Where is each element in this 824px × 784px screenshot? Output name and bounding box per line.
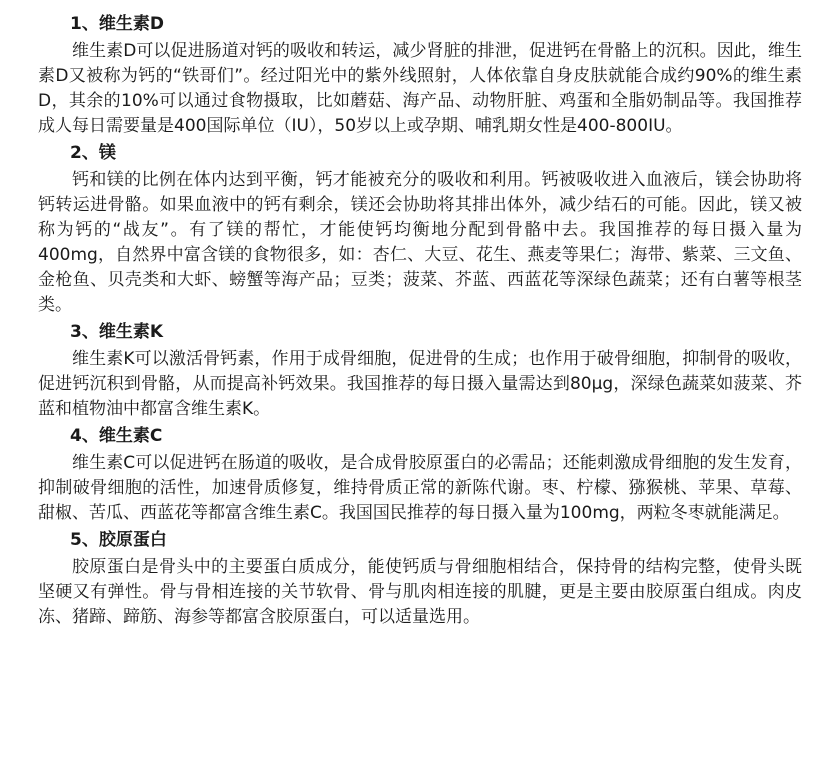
section-vitamin-d xyxy=(38,12,802,139)
section-heading: 4、维生素C xyxy=(70,426,163,446)
section-heading: 5、胶原蛋白 xyxy=(70,530,167,550)
section-heading: 2、镁 xyxy=(70,143,116,163)
section-paragraph: 维生素C可以促进钙在肠道的吸收，是合成骨胶原蛋白的必需品；还能刺激成骨细胞的发生发育，抑制破骨细胞的活性，加速骨质修复，维持骨质正常的新陈代谢。枣、柠檬、猕猴桃、苹果、草莓、甜椒、苦瓜、西蓝花等都富含维生素C。我国国民推荐的每日摄入量为100mg，两粒冬枣就能满足。 xyxy=(38,453,802,523)
section-paragraph: 胶原蛋白是骨头中的主要蛋白质成分，能使钙质与骨细胞相结合，保持骨的结构完整，使骨头既坚硬又有弹性。骨与骨相连接的关节软骨、骨与肌肉相连接的肌腱，更是主要由胶原蛋白组成。肉皮冻、猪蹄、蹄筋、海参等都富含胶原蛋白，可以适量选用。 xyxy=(38,557,802,627)
section-collagen xyxy=(38,528,802,630)
section-paragraph: 维生素K可以激活骨钙素，作用于成骨细胞，促进骨的生成；也作用于破骨细胞，抑制骨的吸收，促进钙沉积到骨骼，从而提高补钙效果。我国推荐的每日摄入量需达到80μg，深绿色蔬菜如菠菜、芥蓝和植物油中都富含维生素K。 xyxy=(38,349,802,419)
section-vitamin-c xyxy=(38,424,802,526)
section-heading: 3、维生素K xyxy=(70,322,164,342)
section-vitamin-k xyxy=(38,320,802,422)
section-heading: 1、维生素D xyxy=(70,14,164,34)
section-paragraph: 维生素D可以促进肠道对钙的吸收和转运，减少肾脏的排泄，促进钙在骨骼上的沉积。因此，维生素D又被称为钙的“铁哥们”。经过阳光中的紫外线照射，人体依靠自身皮肤就能合成约90%的维生素D，其余的10%可以通过食物摄取，比如蘑菇、海产品、动物肝脏、鸡蛋和全脂奶制品等。我国推荐成人每日需要量是400国际单位（IU），50岁以上或孕期、哺乳期女性是400-800IU。 xyxy=(38,41,802,136)
section-magnesium xyxy=(38,141,802,318)
section-paragraph: 钙和镁的比例在体内达到平衡，钙才能被充分的吸收和利用。钙被吸收进入血液后，镁会协助将钙转运进骨骼。如果血液中的钙有剩余，镁还会协助将其排出体外，减少结石的可能。因此，镁又被称为钙的“战友”。有了镁的帮忙，才能使钙均衡地分配到骨骼中去。我国推荐的每日摄入量为400mg，自然界中富含镁的食物很多，如：杏仁、大豆、花生、燕麦等果仁；海带、紫菜、三文鱼、金枪鱼、贝壳类和大虾、螃蟹等海产品；豆类；菠菜、芥蓝、西蓝花等深绿色蔬菜；还有白薯等根茎类。 xyxy=(38,170,802,315)
